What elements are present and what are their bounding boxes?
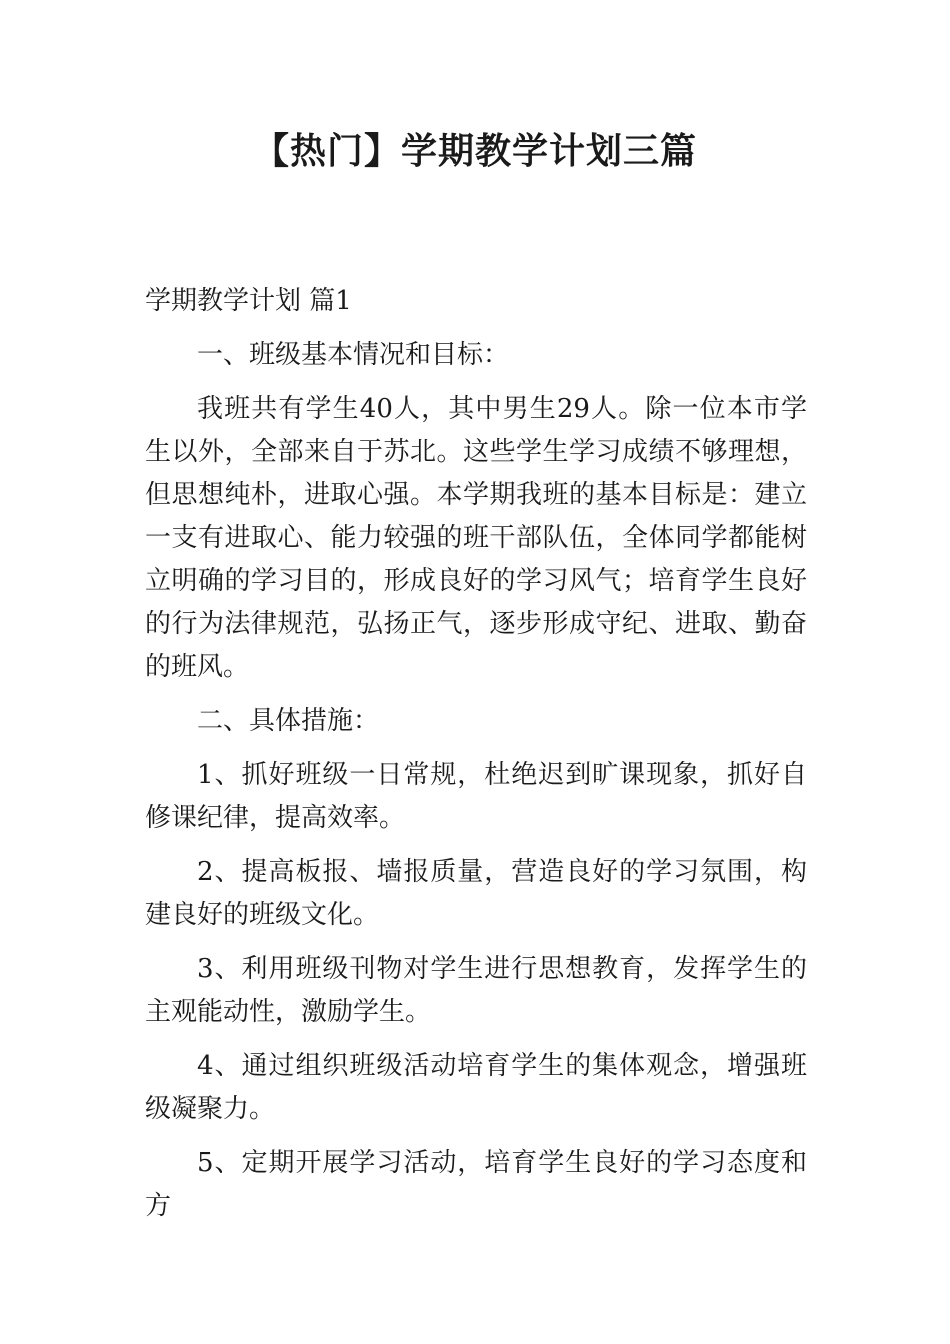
paragraph-class-situation: 我班共有学生40人，其中男生29人。除一位本市学生以外，全部来自于苏北。这些学生学习成绩不够理想，但思想纯朴，进取心强。本学期我班的基本目标是：建立一支有进取心、能力较强的班干部队伍，全体同学都能树立明确的学习目的，形成良好的学习风气；培育学生良好的行为法律规范，弘扬正气，逐步形成守纪、进取、勤奋的班风。 [145, 394, 807, 682]
paragraph-goals-heading: 一、班级基本情况和目标： [197, 340, 510, 370]
document-body [145, 280, 807, 1239]
paragraph-measure-2: 2、提高板报、墙报质量，营造良好的学习氛围，构建良好的班级文化。 [145, 857, 807, 930]
paragraph-measures-heading: 二、具体措施： [197, 706, 380, 736]
paragraph-measure-3: 3、利用班级刊物对学生进行思想教育，发挥学生的主观能动性，激励学生。 [145, 954, 807, 1027]
paragraph-measure-5: 5、定期开展学习活动，培育学生良好的学习态度和方 [145, 1148, 807, 1221]
paragraph-measure-4: 4、通过组织班级活动培育学生的集体观念，增强班级凝聚力。 [145, 1051, 807, 1124]
document-title: 【热门】学期教学计划三篇 [252, 130, 697, 172]
paragraph-measure-1: 1、抓好班级一日常规，杜绝迟到旷课现象，抓好自修课纪律，提高效率。 [145, 760, 807, 833]
section-heading: 学期教学计划 篇1 [145, 286, 352, 316]
